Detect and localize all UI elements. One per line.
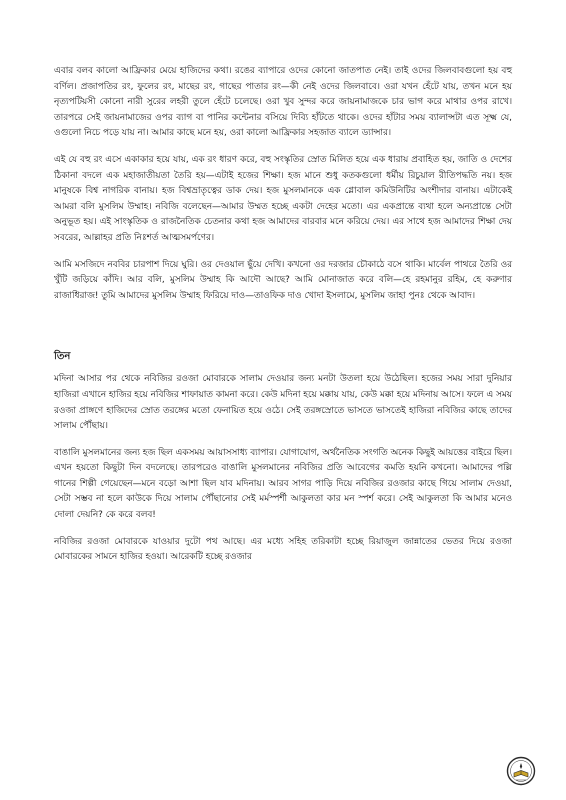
paragraph-6: নবিজির রওজা মোবারকে যাওয়ার দুটো পথ আছে। এর মধ্যে সহিহ তরিকাটা হচ্ছে রিয়াজুল জান্নাতের ভেতর দিয়ে রওজা মোবারকের সামনে হাজির হওয়া। আরেকটি হচ্ছে রওজার: [54, 536, 512, 563]
document-body: [54, 64, 512, 566]
publisher-logo: [506, 756, 536, 786]
paragraph-1: এবার বলব কালো আফ্রিকার মেয়ে হাজিদের কথা। রঙের ব্যাপারে ওদের কোনো জাতপাত নেই। তাই ওদের জিলবাবগুলো হয় বহু বর্ণিল। প্রজাপতির রং, ফুলের রং, মাছের রং, গাছের পাতার রং—কী নেই ওদের জিলবাবে। ওরা যখন হেঁটে যায়, তখন মনে হয় নৃত্যপটিয়সী কোনো নারী সুরের লহরী তুলে হেঁটে চলেছে। ওরা খুব সুন্দর করে জায়নামাজকে চার ভাগ করে মাথার ওপর রাখে। তারপরে সেই জায়নামাজের ওপর ব্যাগ বা পানির কন্টেনার বসিয়ে দিব্যি হাঁটতে থাকে। ওদের হাঁটার সময় ব্যালান্সটা এত সূক্ষ্ম যে, ওগুলো নিচে পড়ে যায় না। আমার কাছে মনে হয়, ওরা কালো আফ্রিকার সহজাত ব্যালে ড্যান্সার।: [54, 66, 512, 139]
section-heading: তিন: [54, 351, 71, 363]
paragraph-3: আমি মসজিদে নববির চারপাশ দিয়ে ঘুরি। ওর দেওয়াল ছুঁয়ে দেখি। কখনো ওর দরজার চৌকাঠে বসে থাকি। মার্বেল পাথরে তৈরি ওর খুঁটি জড়িয়ে কাঁদি। আর বলি, মুসলিম উম্মাহ কি আদৌ আছে? আমি মোনাজাত করে বলি—হে রহমানুর রহিম, হে করুণার রাজাধিরাজ! তুমি আমাদের মুসলিম উম্মাহ ফিরিয়ে দাও—তাওফিক দাও খোদা ইসলামে, মুসলিম জাহা পুনঃ থেকে আবাদ।: [54, 259, 512, 301]
book-emblem-icon: [506, 756, 536, 786]
paragraph-2: এই যে বহু রং এসে একাকার হয়ে যায়, এক রং ধারণ করে, বহু সংস্কৃতির স্রোত মিলিত হয়ে এক ধারায় প্রবাহিত হয়, জাতি ও দেশের ঠিকানা বদলে এক মহাজাতীয়তা তৈরি হয়—এটাই হজের শিক্ষা। হজ মানে শুধু কতকগুলো ধর্মীয় রিচুয়াল রীতিপদ্ধতি নয়। হজ মানুষকে বিশ্ব নাগরিক বানায়। হজ বিশ্বভ্রাতৃত্বের ডাক দেয়। হজ মুসলমানকে এক গ্লোবাল কমিউনিটির অংশীদার বানায়। এটাকেই আমরা বলি মুসলিম উম্মাহ। নবিজি বলেছেন—আমার উম্মত হচ্ছে একটা দেহের মতো। এর একপ্রান্তে ব্যথা হলে অন্যপ্রান্তে সেটা অনুভূত হয়। এই সাংস্কৃতিক ও রাজনৈতিক চেতনার কথা হজ আমাদের বারবার মনে করিয়ে দেয়। এর সাথে হজ আমাদের শিক্ষা দেয় সবরের, আল্লাহর প্রতি নিঃশর্ত আত্মসমর্পণের।: [54, 154, 512, 243]
paragraph-4: মদিনা আসার পর থেকে নবিজির রওজা মোবারকে সালাম দেওয়ার জন্য মনটা উতলা হয়ে উঠেছিল। হজের সময় সারা দুনিয়ার হাজিরা এখানে হাজির হয়ে নবিজির শাফায়াত কামনা করে। কেউ মদিনা হয়ে মক্কায় যায়, কেউ মক্কা হয়ে মদিনায় আসে। ফলে এ সময় রওজা প্রাঙ্গণে হাজিদের স্রোত তরঙ্গের মতো ফেনায়িত হয়ে ওঠে। সেই তরঙ্গস্রোতে ভাসতে ভাসতেই হাজিরা নবিজির কাছে তাদের সালাম পৌঁছায়।: [54, 374, 512, 432]
paragraph-5: বাঙালি মুসলমানের জন্য হজ ছিল একসময় আয়াসসাধ্য ব্যাপার। যোগাযোগ, অর্থনৈতিক সংগতি অনেক কিছুই আয়ত্তের বাইরে ছিল। এখন হয়তো কিছুটা দিন বদলেছে। তারপরেও বাঙালি মুসলমানের নবিজির প্রতি আবেগের কমতি হয়নি কখনো। আমাদের পল্লি গানের শিল্পী গেয়েছেন—মনে বড়ো আশা ছিল যাব মদিনায়। আরব সাগর পাড়ি দিয়ে নবিজির রওজার কাছে গিয়ে সালাম দেওয়া, সেটা সম্ভব না হলে কাউকে দিয়ে সালাম পৌঁছানোর সেই মর্মস্পর্শী আকুলতা কার মন স্পর্শ করে। সেই আকুলতা কি আমার মনেও দোলা দেয়নি? কে করে বলব!: [54, 447, 512, 521]
